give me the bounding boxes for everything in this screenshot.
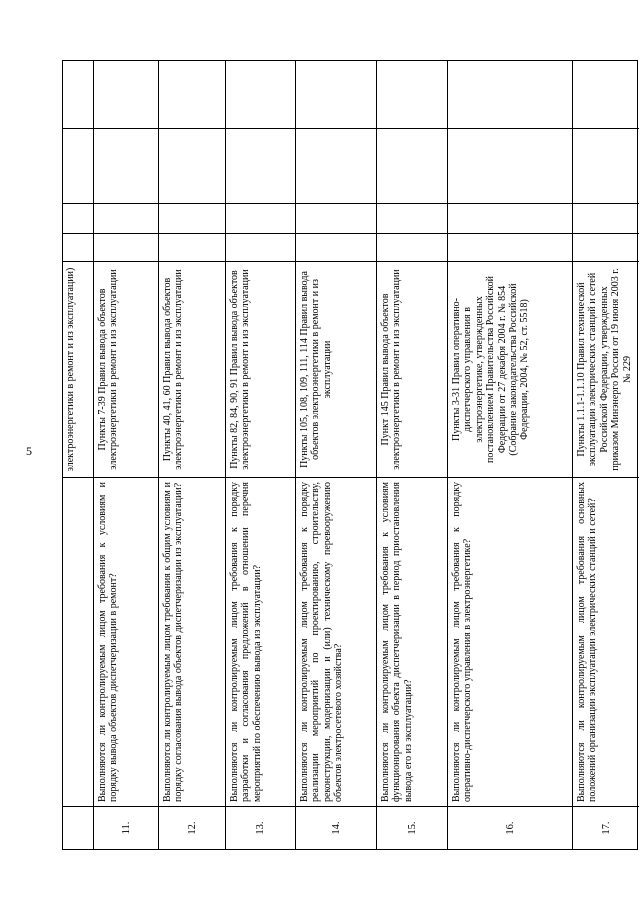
- table-row: [158, 61, 225, 849]
- legal-reference: Пункты 3-31 Правил оперативно-диспетчерского управления в электроэнергетике, утвержденных постановлением Правительства Российской Федерации от 27 декабря 2004 г. № 854 (Собрание законодательства Российской Федерации, 2004, № 52, ст. 5518): [448, 261, 572, 477]
- page-number: 5: [26, 444, 32, 458]
- table-row: [447, 61, 572, 849]
- requirement-question: Выполняются ли контролируемым лицом требования к условиям и порядку вывода объектов диспетчеризации в ремонт?: [94, 477, 158, 806]
- table-row-continuation: [63, 61, 93, 849]
- table-row: [295, 61, 376, 849]
- legal-reference: Пункты 7-39 Правил вывода объектов электроэнергетики в ремонт и из эксплуатации: [94, 261, 158, 477]
- requirement-question: Выполняются ли контролируемым лицом требования к общим условиям и порядку согласования вывода объектов диспетчеризации из эксплуатации?: [159, 477, 225, 806]
- legal-reference: Пункты 105, 108, 109, 111, 114 Правил вывода объектов электроэнергетики в ремонт и из эксплуатации: [296, 261, 376, 477]
- requirement-question: Выполняются ли контролируемым лицом требования к порядку разработки и согласования предложений в отношении перечня мероприятий по обеспечению вывода из эксплуатации?: [226, 477, 295, 806]
- reference-continuation: электроэнергетики в ремонт и из эксплуатации): [63, 261, 93, 477]
- row-number: 13.: [226, 806, 295, 849]
- row-number: 14.: [296, 806, 376, 849]
- rotated-page-content: [62, 60, 638, 850]
- row-number: 11.: [94, 806, 158, 849]
- table-row: [93, 61, 158, 849]
- row-number: 15.: [377, 806, 447, 849]
- requirement-question: Выполняются ли контролируемым лицом требования к порядку реализации мероприятий по проектированию, строительству, реконструкции, модернизации и (или) техническому перевооружению объектов электросетевого хозяйства?: [296, 477, 376, 806]
- row-number: 17.: [573, 806, 639, 849]
- table-row: [572, 61, 639, 849]
- table-row: [376, 61, 447, 849]
- row-number: 12.: [159, 806, 225, 849]
- checklist-table: [62, 60, 638, 850]
- legal-reference: Пункты 82, 84, 90, 91 Правил вывода объектов электроэнергетики в ремонт и из эксплуатации: [226, 261, 295, 477]
- row-number: 16.: [448, 806, 572, 849]
- table-row: [225, 61, 295, 849]
- legal-reference: Пункты 1.1.1-1.1.10 Правил технической эксплуатации электрических станций и сетей Российской Федерации, утвержденных приказом Минэнерго России от 19 июня 2003 г. № 229: [573, 261, 639, 477]
- requirement-question: Выполняются ли контролируемым лицом требования к порядку оперативно-диспетчерского управления в электроэнергетике?: [448, 477, 572, 806]
- requirement-question: Выполняются ли контролируемым лицом требования основных положений организации эксплуатации электрических станций и сетей?: [573, 477, 639, 806]
- legal-reference: Пункт 145 Правил вывода объектов электроэнергетики в ремонт и из эксплуатации: [377, 261, 447, 477]
- legal-reference: Пункты 40, 41, 60 Правил вывода объектов электроэнергетики в ремонт и из эксплуатации: [159, 261, 225, 477]
- requirement-question: Выполняются ли контролируемым лицом требования к условиям функционирования объекта диспетчеризации в период приостановления вывода его из эксплуатации?: [377, 477, 447, 806]
